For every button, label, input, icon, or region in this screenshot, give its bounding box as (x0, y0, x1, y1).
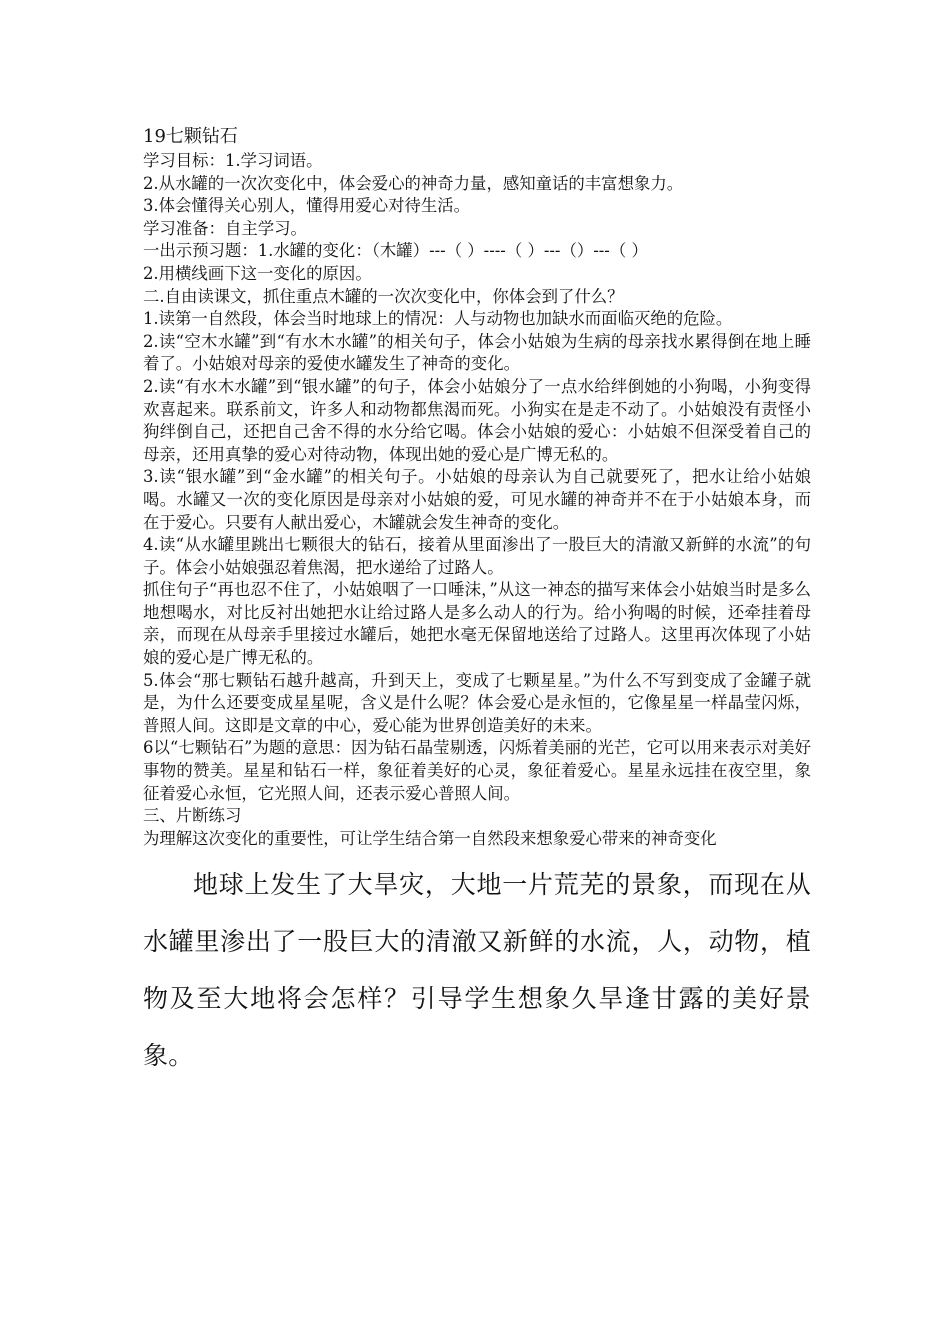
learning-goal-3: 3.体会懂得关心别人，懂得用爱心对待生活。 (143, 196, 471, 216)
exercise-paragraph: 地球上发生了大旱灾，大地一片荒芜的景象，而现在从水罐里渗出了一股巨大的清澈又新鲜的水流，人，动物，植物及至大地将会怎样？引导学生想象久旱逢甘露的美好景象。 (143, 870, 811, 1071)
preparation: 学习准备：自主学习。 (143, 218, 307, 238)
exercise-intro: 为理解这次变化的重要性，可让学生结合第一自然段来想象爱心带来的神奇变化 (143, 828, 717, 848)
learning-goal-2: 2.从水罐的一次次变化中，体会爱心的神奇力量，感知童话的丰富想象力。 (143, 173, 684, 193)
section-three-heading: 三、片断练习 (143, 806, 242, 826)
reading-point-4-detail: 抓住句子“再也忍不住了，小姑娘咽了一口唾沫，”从这一神态的描写来体会小姑娘当时是多么地想喝水，对比反衬出她把水让给过路人是多么动人的行为。给小狗喝的时候，还牵挂着母亲，而现在从母亲手里接过水罐后，她把水毫无保留地送给了过路人。这里再次体现了小姑娘的爱心是广博无私的。 (143, 580, 811, 668)
preview-question-1: 一出示预习题：1.水罐的变化：（木罐）---（ ）----（ ）---（）---（ ） (143, 241, 648, 261)
lesson-title: 19七颗钻石 (143, 126, 238, 147)
reading-point-6: 6以“七颗钻石”为题的意思：因为钻石晶莹剔透，闪烁着美丽的光芒，它可以用来表示对美好事物的赞美。星星和钻石一样，象征着美好的心灵，象征着爱心。星星永远挂在夜空里，象征着爱心永恒，它光照人间，还表示爱心普照人间。 (143, 738, 811, 803)
reading-point-3: 3.读“银水罐”到“金水罐”的相关句子。小姑娘的母亲认为自己就要死了，把水让给小姑娘喝。水罐又一次的变化原因是母亲对小姑娘的爱，可见水罐的神奇并不在于小姑娘本身，而在于爱心。只要有人献出爱心，木罐就会发生神奇的变化。 (143, 467, 811, 532)
reading-point-1: 1.读第一自然段，体会当时地球上的情况：人与动物也加缺水而面临灭绝的危险。 (143, 309, 733, 329)
preview-question-2: 2.用横线画下这一变化的原因。 (143, 263, 372, 283)
reading-point-2a: 2.读“空木水罐”到“有水木水罐”的相关句子，体会小姑娘为生病的母亲找水累得倒在地上睡着了。小姑娘对母亲的爱使水罐发生了神奇的变化。 (143, 331, 811, 374)
reading-point-4: 4.读“从水罐里跳出七颗很大的钻石，接着从里面渗出了一股巨大的清澈又新鲜的水流”的句子。体会小姑娘强忍着焦渴，把水递给了过路人。 (143, 535, 811, 577)
reading-point-2b: 2.读“有水木水罐”到“银水罐”的句子，体会小姑娘分了一点水给绊倒她的小狗喝，小狗变得欢喜起来。联系前文，许多人和动物都焦渴而死。小狗实在是走不动了。小姑娘没有责怪小狗绊倒自己，还把自己舍不得的水分给它喝。体会小姑娘的爱心：小姑娘不但深受着自己的母亲，还用真挚的爱心对待动物，体现出她的爱心是广博无私的。 (143, 376, 811, 464)
reading-point-5: 5.体会“那七颗钻石越升越高，升到天上，变成了七颗星星。”为什么不写到变成了金罐子就是，为什么还要变成星星呢，含义是什么呢？体会爱心是永恒的，它像星星一样晶莹闪烁，普照人间。这即是文章的中心，爱心能为世界创造美好的未来。 (143, 670, 811, 735)
document-page (143, 125, 811, 1084)
section-two-heading: 二.自由读课文，抓住重点木罐的一次次变化中，你体会到了什么？ (143, 286, 624, 306)
learning-goal-1: 学习目标：1.学习词语。 (143, 151, 323, 170)
